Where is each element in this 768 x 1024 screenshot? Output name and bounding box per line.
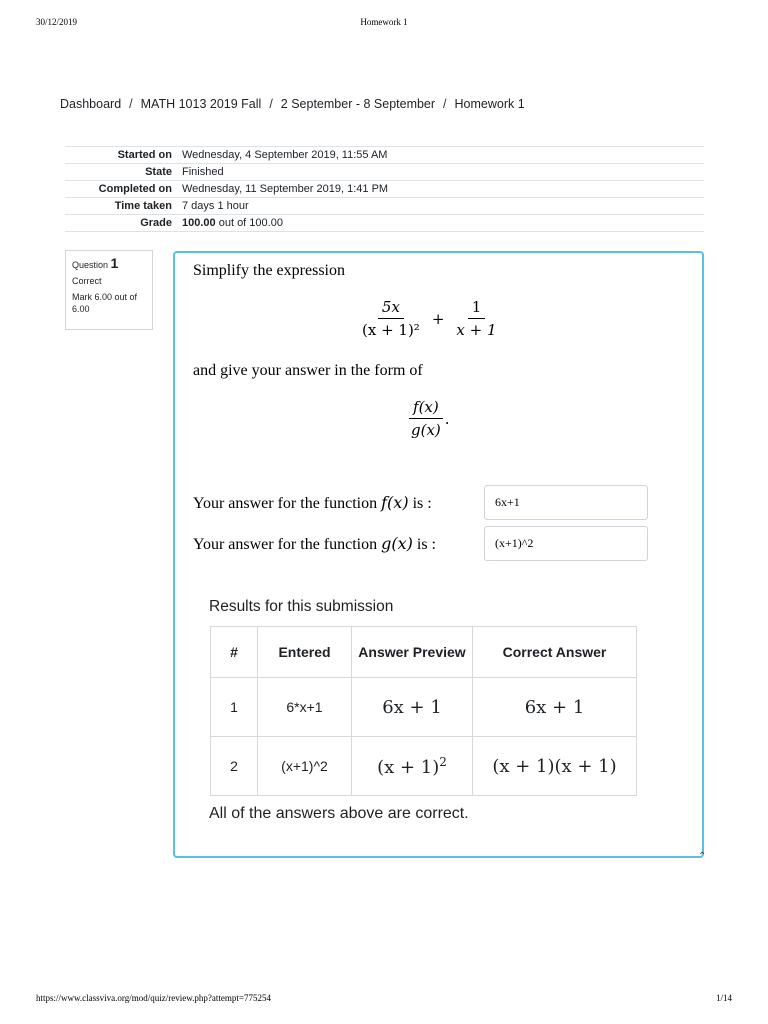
- form-expression: [407, 398, 450, 439]
- fraction-1: [358, 298, 424, 339]
- breadcrumb-dashboard[interactable]: Dashboard: [60, 97, 122, 111]
- summary-label: Completed on: [65, 181, 178, 198]
- grade-score: 100.00: [182, 217, 216, 229]
- preview-base: (x + 1): [377, 756, 440, 778]
- summary-value: Wednesday, 11 September 2019, 1:41 PM: [178, 181, 704, 198]
- fraction-2-denominator: x + 1: [456, 321, 497, 339]
- answer-g-label-pre: Your answer for the function: [193, 536, 378, 553]
- expression: [358, 298, 501, 339]
- row-correct: 6x + 1: [473, 678, 637, 737]
- breadcrumb-homework[interactable]: Homework 1: [454, 97, 525, 111]
- fraction-2-numerator: 1: [468, 298, 486, 319]
- question-number: 1: [110, 255, 119, 271]
- row-preview: 6x + 1: [352, 678, 473, 737]
- fraction-1-numerator: 5x: [378, 298, 404, 319]
- answer-f-input[interactable]: [484, 485, 648, 520]
- summary-row-time: [65, 198, 704, 215]
- results-header-row: [211, 627, 637, 678]
- row-entered: (x+1)^2: [258, 737, 352, 796]
- answer-g-label-post: is :: [416, 536, 436, 553]
- summary-row-completed: [65, 181, 704, 198]
- results-col-number: #: [211, 627, 258, 678]
- answer-f-label-post: is :: [412, 495, 432, 512]
- form-denominator: g(x): [411, 421, 441, 439]
- question-info: [65, 250, 153, 330]
- summary-row-grade: [65, 215, 704, 232]
- print-url: https://www.classviva.org/mod/quiz/review.php?attempt=775254: [36, 993, 271, 1003]
- summary-value: Finished: [178, 164, 704, 181]
- results-table: [210, 626, 637, 796]
- row-preview: [352, 737, 473, 796]
- results-col-preview: Answer Preview: [352, 627, 473, 678]
- breadcrumb-separator: /: [129, 97, 133, 111]
- answer-g-label-fn: g(x): [381, 534, 413, 553]
- row-entered: 6*x+1: [258, 678, 352, 737]
- summary-row-state: [65, 164, 704, 181]
- question-state: Correct: [72, 276, 102, 286]
- table-row: [211, 737, 637, 796]
- print-footer: [0, 993, 768, 1005]
- summary-value: 7 days 1 hour: [178, 198, 704, 215]
- fraction-1-denominator: (x + 1)²: [362, 321, 420, 339]
- breadcrumb-separator: /: [443, 97, 447, 111]
- print-title: Homework 1: [360, 17, 408, 27]
- summary-label: State: [65, 164, 178, 181]
- summary-row-started: [65, 147, 704, 164]
- breadcrumb: [60, 97, 525, 111]
- row-number: 1: [211, 678, 258, 737]
- summary-value: [178, 215, 704, 232]
- question-intro: Simplify the expression: [193, 262, 345, 279]
- summary-label: Time taken: [65, 198, 178, 215]
- question-prefix: Question: [72, 260, 109, 270]
- chevron-up-icon[interactable]: ⌃: [698, 851, 707, 862]
- row-correct: (x + 1)(x + 1): [473, 737, 637, 796]
- results-col-entered: Entered: [258, 627, 352, 678]
- results-footer: All of the answers above are correct.: [209, 805, 469, 822]
- summary-value: Wednesday, 4 September 2019, 11:55 AM: [178, 147, 704, 164]
- answer-g-input[interactable]: [484, 526, 648, 561]
- form-period: .: [444, 409, 450, 428]
- results-col-correct: Correct Answer: [473, 627, 637, 678]
- print-date: 30/12/2019: [36, 17, 78, 27]
- summary-label: Started on: [65, 147, 178, 164]
- summary-label: Grade: [65, 215, 178, 232]
- breadcrumb-section[interactable]: 2 September - 8 September: [280, 97, 436, 111]
- form-text: and give your answer in the form of: [193, 362, 423, 379]
- preview-exponent: 2: [439, 754, 447, 769]
- grade-out-of: out of 100.00: [218, 217, 283, 229]
- question-mark: Mark 6.00 out of 6.00: [72, 292, 138, 314]
- form-fraction: [407, 398, 445, 439]
- plus-sign: +: [431, 309, 445, 328]
- answer-f-label-fn: f(x): [381, 493, 409, 512]
- answer-f-label-pre: Your answer for the function: [193, 495, 378, 512]
- answer-g-label: [193, 534, 436, 554]
- answer-f-label: [193, 493, 432, 513]
- row-number: 2: [211, 737, 258, 796]
- results-title: Results for this submission: [209, 598, 394, 615]
- print-header: [0, 17, 768, 29]
- breadcrumb-course[interactable]: MATH 1013 2019 Fall: [140, 97, 262, 111]
- question-content: [173, 251, 704, 858]
- form-numerator: f(x): [409, 398, 443, 419]
- breadcrumb-separator: /: [269, 97, 273, 111]
- table-row: [211, 678, 637, 737]
- fraction-2: [452, 298, 500, 339]
- print-page-number: 1/14: [715, 993, 732, 1003]
- attempt-summary-table: [65, 146, 704, 232]
